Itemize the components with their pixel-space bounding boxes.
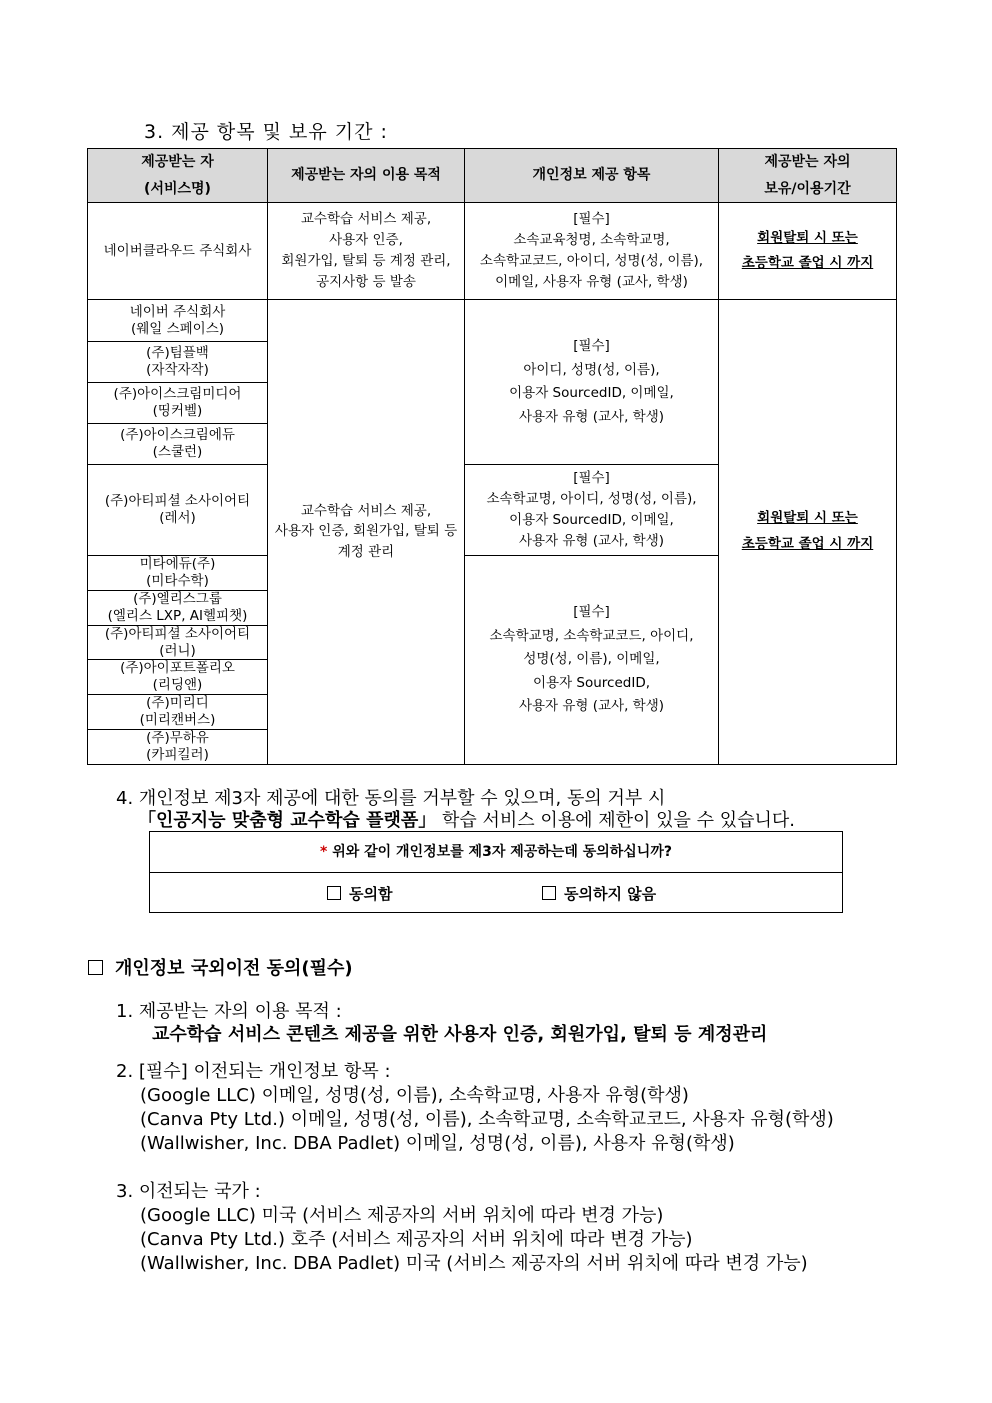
provider-name: 네이버 주식회사 <box>129 303 226 320</box>
required-star: * <box>320 844 328 860</box>
disagree-label: 동의하지 않음 <box>564 885 657 903</box>
provider-service: (스쿨런) <box>152 444 203 461</box>
disagree-option[interactable] <box>542 883 656 904</box>
purpose-line: 교수학습 서비스 제공, <box>300 502 432 519</box>
items-cell <box>465 300 719 465</box>
provider-service: (엘리스 LXP, AI헬피챗) <box>107 607 248 624</box>
overseas-item1-title: 1. 제공받는 자의 이용 목적 : <box>116 1001 342 1022</box>
items-line: 이용자 SourcedID, 이메일, <box>509 512 674 529</box>
items-line: [필수] <box>573 470 610 487</box>
items-line: 이용자 SourcedID, <box>532 674 651 691</box>
overseas-item2-line: (Canva Pty Ltd.) 이메일, 성명(성, 이름), 소속학교명, 소속학교코드, 사용자 유형(학생) <box>140 1109 834 1130</box>
provider-name: (주)아이스크림미디어 <box>113 386 242 403</box>
provision-table <box>87 148 897 765</box>
purpose-cell <box>268 203 465 300</box>
overseas-heading-text: 개인정보 국외이전 동의(필수) <box>115 958 353 979</box>
provider-name: (주)엘리스그룹 <box>133 590 222 607</box>
provider-cell <box>88 625 268 660</box>
header-items: 개인정보 제공 항목 <box>465 149 719 203</box>
items-line: 성명(성, 이름), 이메일, <box>523 651 660 668</box>
provider-cell <box>88 383 268 424</box>
provider-cell <box>88 729 268 764</box>
items-cell <box>465 556 719 765</box>
overseas-item2-title: 2. [필수] 이전되는 개인정보 항목 : <box>116 1061 391 1082</box>
provider-cell <box>88 424 268 465</box>
items-line: 소속학교명, 소속학교코드, 아이디, <box>489 627 694 644</box>
overseas-item1-body: 교수학습 서비스 콘텐츠 제공을 위한 사용자 인증, 회원가입, 탈퇴 등 계정관리 <box>152 1024 768 1045</box>
provider-cell <box>88 590 268 625</box>
provider-cell <box>88 342 268 383</box>
items-line: 사용자 유형 (교사, 학생) <box>518 408 665 425</box>
items-line: 이메일, 사용자 유형 (교사, 학생) <box>495 274 688 291</box>
agree-option[interactable] <box>327 883 392 904</box>
provider-service: (띵커벨) <box>152 403 203 420</box>
purpose-line: 사용자 인증, 회원가입, 탈퇴 등 <box>274 523 458 540</box>
provider-cell <box>88 300 268 342</box>
checkbox-icon[interactable] <box>542 886 556 900</box>
overseas-heading <box>88 954 353 980</box>
provider-cell <box>88 465 268 556</box>
items-cell <box>465 465 719 556</box>
provider-service: (레서) <box>159 510 196 527</box>
header-retention <box>719 149 897 203</box>
consent-question <box>150 832 842 873</box>
provider-service: (미리캔버스) <box>139 712 216 729</box>
overseas-item3-title: 3. 이전되는 국가 : <box>116 1181 261 1202</box>
table-header-row <box>88 149 897 203</box>
overseas-item2-line: (Google LLC) 이메일, 성명(성, 이름), 소속학교명, 사용자 유형(학생) <box>140 1085 689 1106</box>
provider-cell <box>88 556 268 591</box>
provider-service: (러니) <box>159 642 196 659</box>
items-line: 사용자 유형 (교사, 학생) <box>518 698 665 715</box>
provider-cell <box>88 660 268 695</box>
header-retention-line2: 보유/이용기간 <box>764 180 851 197</box>
provider-name: (주)팀플백 <box>146 345 209 362</box>
retention-cell <box>719 203 897 300</box>
provider-name: (주)무하유 <box>146 729 209 746</box>
items-cell <box>465 203 719 300</box>
provider-cell <box>88 695 268 730</box>
retention-line: 회원탈퇴 시 또는 <box>757 510 858 527</box>
retention-line: 초등학교 졸업 시 까지 <box>741 255 874 272</box>
purpose-cell <box>268 300 465 765</box>
provider-service: (카피킬러) <box>146 746 209 763</box>
purpose-line: 공지사항 등 발송 <box>316 274 416 291</box>
header-purpose: 제공받는 자의 이용 목적 <box>268 149 465 203</box>
provider-service: (리딩앤) <box>152 677 203 694</box>
overseas-item2-line: (Wallwisher, Inc. DBA Padlet) 이메일, 성명(성, 이름), 사용자 유형(학생) <box>140 1133 735 1154</box>
purpose-line: 사용자 인증, <box>329 232 403 249</box>
purpose-line: 계정 관리 <box>337 544 395 561</box>
section-3-title: 3. 제공 항목 및 보유 기간 : <box>144 121 388 143</box>
provider-name: (주)아이포트폴리오 <box>120 660 235 677</box>
header-retention-line1: 제공받는 자의 <box>764 154 851 170</box>
provider-name: (주)아티피셜 소사이어티 <box>104 625 251 642</box>
checkbox-icon <box>88 960 103 975</box>
provider-name: (주)아티피셜 소사이어티 <box>104 493 251 510</box>
provider-name: 미타에듀(주) <box>139 556 216 573</box>
provider-name: (주)미리디 <box>146 695 209 712</box>
purpose-line: 교수학습 서비스 제공, <box>300 211 432 228</box>
retention-line: 초등학교 졸업 시 까지 <box>741 535 874 552</box>
provider-service: (미타수학) <box>146 573 209 590</box>
items-line: [필수] <box>573 603 610 620</box>
header-provider <box>88 149 268 203</box>
consent-question-text: 위와 같이 개인정보를 제3자 제공하는데 동의하십니까? <box>327 844 672 860</box>
items-line: 사용자 유형 (교사, 학생) <box>518 533 665 550</box>
provider-name: (주)아이스크림에듀 <box>120 427 235 444</box>
provider-service: (웨일 스페이스) <box>130 320 225 337</box>
items-line: 아이디, 성명(성, 이름), <box>523 361 660 378</box>
retention-line: 회원탈퇴 시 또는 <box>757 229 858 246</box>
overseas-item3-line: (Wallwisher, Inc. DBA Padlet) 미국 (서비스 제공자의 서버 위치에 따라 변경 가능) <box>140 1253 808 1274</box>
retention-cell <box>719 300 897 765</box>
items-line: 소속학교코드, 아이디, 성명(성, 이름), <box>479 253 704 270</box>
items-line: 소속학교명, 아이디, 성명(성, 이름), <box>486 491 697 508</box>
provider-cell: 네이버클라우드 주식회사 <box>88 203 268 300</box>
items-line: 소속교육청명, 소속학교명, <box>513 232 670 249</box>
overseas-item3-line: (Google LLC) 미국 (서비스 제공자의 서버 위치에 따라 변경 가능) <box>140 1205 664 1226</box>
agree-label: 동의함 <box>349 885 393 903</box>
items-line: 이용자 SourcedID, 이메일, <box>509 385 674 402</box>
purpose-line: 회원가입, 탈퇴 등 계정 관리, <box>281 253 451 270</box>
section-4-line1: 4. 개인정보 제3자 제공에 대한 동의를 거부할 수 있으며, 동의 거부 시 <box>116 788 666 809</box>
table-row <box>88 300 897 342</box>
section-4-line2-rest: 학습 서비스 이용에 제한이 있을 수 있습니다. <box>436 810 795 831</box>
items-line: [필수] <box>573 211 610 228</box>
platform-name: 「인공지능 맞춤형 교수학습 플랫폼」 <box>138 810 437 831</box>
checkbox-icon[interactable] <box>327 886 341 900</box>
items-line: [필수] <box>573 337 610 354</box>
overseas-item3-line: (Canva Pty Ltd.) 호주 (서비스 제공자의 서버 위치에 따라 변경 가능) <box>140 1229 693 1250</box>
header-provider-line1: 제공받는 자 <box>141 154 214 170</box>
section-4-line2 <box>138 806 795 832</box>
header-provider-line2: (서비스명) <box>144 180 211 197</box>
consent-options <box>150 873 842 914</box>
table-row <box>88 203 897 300</box>
consent-box <box>149 831 843 913</box>
provider-service: (자작자작) <box>146 362 209 379</box>
